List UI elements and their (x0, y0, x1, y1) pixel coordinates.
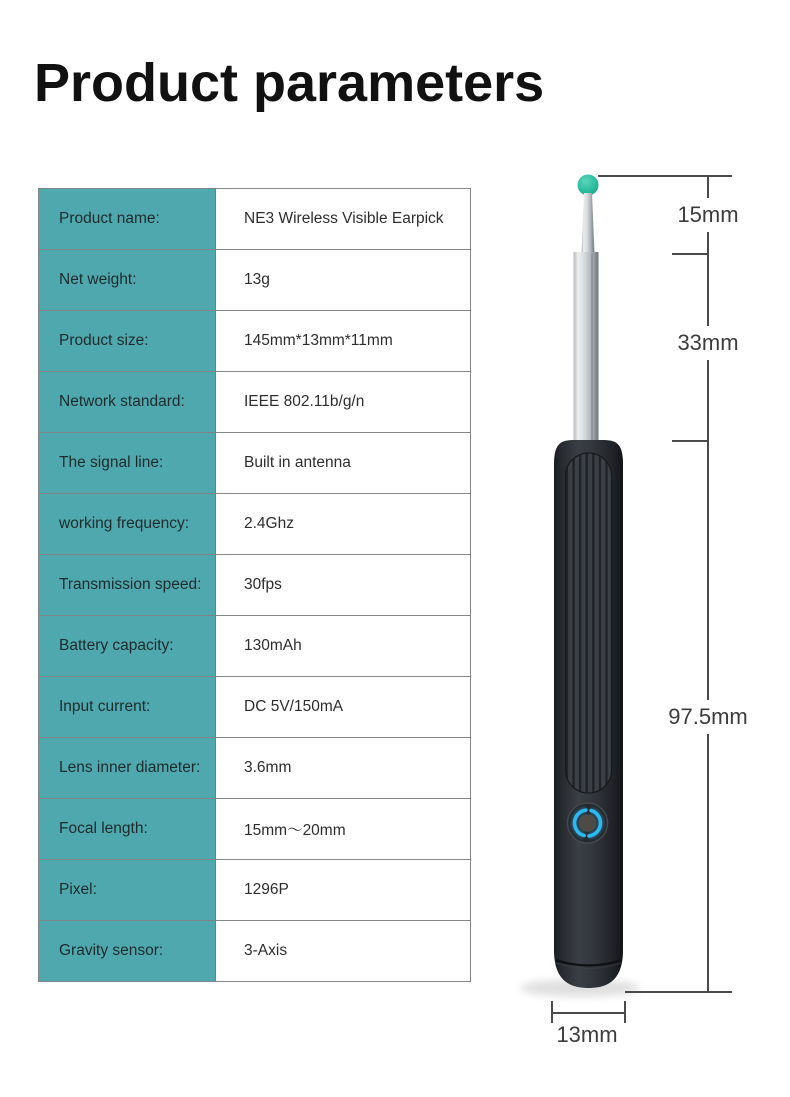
device-grip-ridges (566, 453, 612, 793)
spec-row-pixel (39, 859, 470, 920)
spec-label: Network standard: (39, 372, 216, 432)
spec-value: 30fps (216, 555, 470, 615)
spec-value: 3.6mm (216, 738, 470, 798)
spec-label: Focal length: (39, 799, 216, 859)
spec-label: Transmission speed: (39, 555, 216, 615)
device-probe-taper (582, 193, 595, 254)
spec-row-lens-inner-diameter (39, 737, 470, 798)
spec-value: 2.4Ghz (216, 494, 470, 554)
spec-row-focal-length (39, 798, 470, 859)
spec-table (38, 188, 471, 982)
spec-row-battery-capacity (39, 615, 470, 676)
spec-row-net-weight (39, 249, 470, 310)
spec-value: IEEE 802.11b/g/n (216, 372, 470, 432)
spec-label: Lens inner diameter: (39, 738, 216, 798)
dimension-label-shaft-length: 33mm (677, 330, 739, 355)
spec-label: Pixel: (39, 860, 216, 920)
spec-row-working-frequency (39, 493, 470, 554)
spec-value: 130mAh (216, 616, 470, 676)
spec-value: 145mm*13mm*11mm (216, 311, 470, 371)
device-illustration (480, 150, 790, 1092)
power-button (568, 803, 608, 843)
spec-label: Gravity sensor: (39, 921, 216, 981)
spec-label: Product size: (39, 311, 216, 371)
device-shaft (574, 252, 599, 444)
spec-row-gravity-sensor (39, 920, 470, 981)
spec-label: Input current: (39, 677, 216, 737)
spec-value: 3-Axis (216, 921, 470, 981)
spec-value: NE3 Wireless Visible Earpick (216, 189, 470, 249)
spec-value: 13g (216, 250, 470, 310)
dimension-label-tip-length: 15mm (677, 202, 739, 227)
spec-row-network-standard (39, 371, 470, 432)
earpick-device (554, 175, 623, 989)
spec-label: Net weight: (39, 250, 216, 310)
spec-row-transmission-speed (39, 554, 470, 615)
spec-row-product-size (39, 310, 470, 371)
spec-label: working frequency: (39, 494, 216, 554)
page-title: Product parameters (34, 53, 545, 113)
dimension-label-body-length: 97.5mm (668, 704, 748, 729)
device-tip-ball (578, 175, 599, 196)
spec-label: Product name: (39, 189, 216, 249)
spec-row-signal-line (39, 432, 470, 493)
spec-label: The signal line: (39, 433, 216, 493)
spec-row-input-current (39, 676, 470, 737)
spec-value: 1296P (216, 860, 470, 920)
spec-row-product-name (39, 189, 470, 249)
spec-value: DC 5V/150mA (216, 677, 470, 737)
spec-value: 15mm～20mm (216, 799, 470, 859)
spec-label: Battery capacity: (39, 616, 216, 676)
spec-value: Built in antenna (216, 433, 470, 493)
dimension-label-body-width: 13mm (556, 1022, 618, 1047)
earpick-dimension-diagram (480, 150, 790, 1092)
